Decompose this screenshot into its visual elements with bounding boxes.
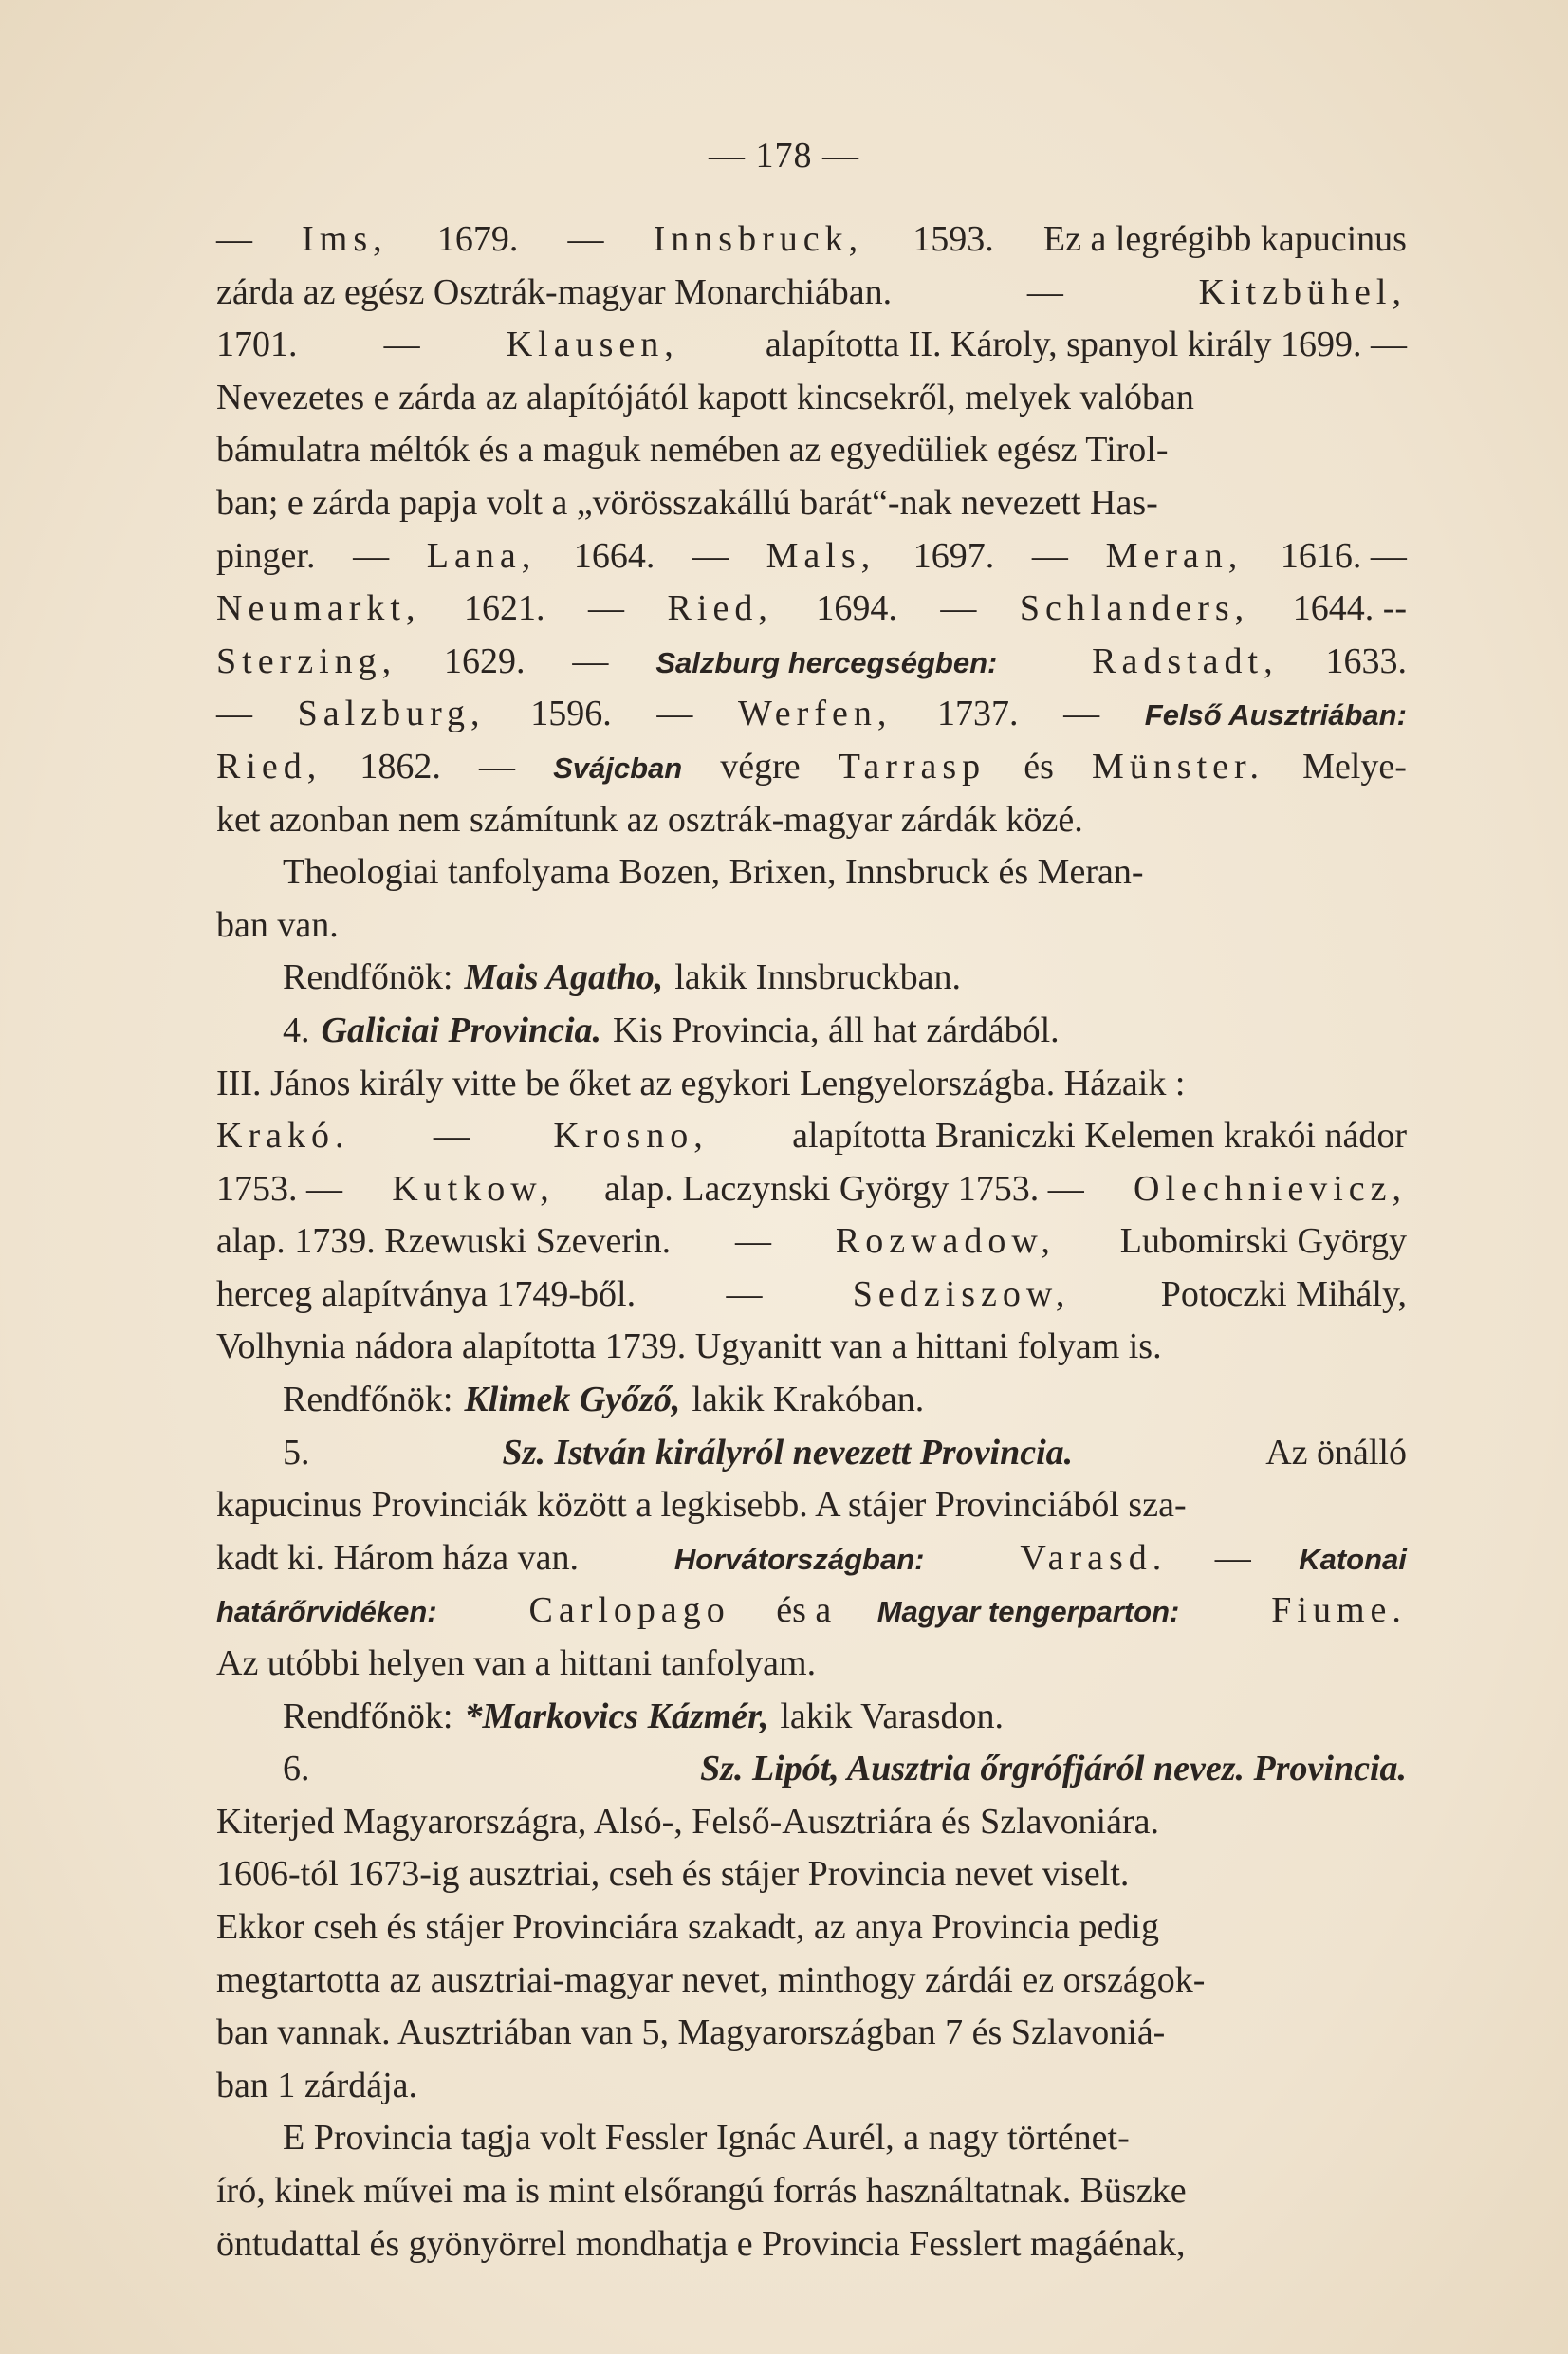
text-segment: lakik Krakóban. xyxy=(692,1380,925,1420)
bold-italic-heading: Galiciai Provincia. xyxy=(321,1010,602,1050)
text-segment: ban vannak. Ausztriában van 5, Magyarországban 7 és Szlavoniá- xyxy=(216,2012,1166,2053)
text-segment: 1596. xyxy=(530,694,612,734)
text-segment: 6. xyxy=(283,1749,310,1789)
text-segment: — xyxy=(383,324,420,365)
text-segment: Melye- xyxy=(1302,746,1407,787)
text-segment: 1694. xyxy=(816,588,897,629)
text-segment: kadt ki. Három háza van. xyxy=(216,1537,579,1578)
text-segment: — xyxy=(656,694,693,734)
page-number: — 178 — xyxy=(709,136,859,176)
text-line xyxy=(216,956,1407,1010)
text-segment: Rendfőnök: xyxy=(283,1380,453,1420)
text-segment: — xyxy=(734,1221,771,1262)
spaced-place-name: Kutkow, xyxy=(392,1168,555,1209)
spaced-place-name: Werfen, xyxy=(737,694,893,734)
text-segment: pinger. xyxy=(216,535,316,576)
text-segment: 1629. xyxy=(444,640,526,681)
spaced-place-name: Lana, xyxy=(426,535,537,576)
text-line xyxy=(216,640,1407,694)
text-segment: — xyxy=(1026,271,1063,312)
text-segment: lakik Varasdon. xyxy=(780,1696,1005,1736)
spaced-place-name: Sedziszow, xyxy=(852,1273,1071,1314)
text-line xyxy=(216,1273,1407,1326)
text-segment: alap. 1739. Rzewuski Szeverin. xyxy=(216,1221,672,1262)
spaced-place-name: Varasd. xyxy=(1020,1537,1168,1578)
text-segment: 1737. xyxy=(936,694,1019,734)
text-segment: Theologiai tanfolyama Bozen, Brixen, Innsbruck és Meran- xyxy=(283,852,1144,893)
text-line xyxy=(216,799,1407,852)
text-segment: — xyxy=(692,535,729,576)
text-line xyxy=(216,1748,1407,1801)
spaced-place-name: Fiume. xyxy=(1271,1590,1407,1631)
text-segment: megtartotta az ausztriai-magyar nevet, minthogy zárdái ez országok- xyxy=(216,1959,1206,2000)
text-segment: 1679. xyxy=(436,219,519,259)
text-segment: — xyxy=(572,640,609,681)
spaced-place-name: Salzburg, xyxy=(297,694,486,734)
spaced-place-name: Tarrasp xyxy=(838,746,987,787)
bold-italic-heading: *Markovics Kázmér, xyxy=(464,1696,769,1736)
text-segment: Nevezetes e zárda az alapítójától kapott kincsekről, melyek valóban xyxy=(216,377,1194,417)
text-line xyxy=(216,2170,1407,2223)
text-line xyxy=(216,1010,1407,1063)
text-segment: ban 1 zárdája. xyxy=(216,2065,418,2105)
text-segment: 1633. xyxy=(1325,640,1407,681)
text-segment: — xyxy=(1214,1537,1251,1578)
text-line xyxy=(216,904,1407,957)
text-segment: 1621. xyxy=(463,588,545,629)
text-segment: Ez a legrégibb kapucinus xyxy=(1042,219,1407,259)
text-segment: ket azonban nem számítunk az osztrák-magyar zárdák közé. xyxy=(216,799,1083,840)
text-line xyxy=(216,1379,1407,1432)
text-segment: — xyxy=(216,219,252,259)
text-segment: — xyxy=(216,694,252,734)
text-segment: Ekkor cseh és stájer Provinciára szakadt, az anya Provincia pedig xyxy=(216,1907,1159,1947)
text-segment: Kis Provincia, áll hat zárdából. xyxy=(613,1010,1060,1050)
text-segment: — xyxy=(1031,535,1068,576)
text-line xyxy=(216,1168,1407,1221)
italic-region-name: Felső Ausztriában: xyxy=(1144,698,1407,732)
spaced-place-name: Kitzbühel, xyxy=(1198,271,1407,312)
spaced-place-name: Innsbruck, xyxy=(653,219,864,259)
italic-region-name: határőrvidéken: xyxy=(216,1595,437,1629)
text-segment: — xyxy=(940,588,977,629)
text-segment: és xyxy=(1024,746,1054,787)
text-segment: 1697. xyxy=(913,535,995,576)
italic-region-name: Svájcban xyxy=(553,751,683,785)
spaced-place-name: Ried, xyxy=(216,746,323,787)
text-segment: 1701. xyxy=(216,324,298,365)
text-segment: és a xyxy=(776,1590,832,1631)
text-segment: Az utóbbi helyen van a hittani tanfolyam. xyxy=(216,1643,817,1684)
italic-region-name: Horvátországban: xyxy=(673,1542,925,1576)
spaced-place-name: Ried, xyxy=(667,588,773,629)
italic-region-name: Salzburg hercegségben: xyxy=(655,645,998,679)
text-segment: Volhynia nádora alapította 1739. Ugyanitt van a hittani folyam is. xyxy=(216,1326,1162,1367)
text-segment: 5. xyxy=(283,1432,310,1473)
text-segment: Lubomirski György xyxy=(1119,1221,1407,1262)
text-line xyxy=(216,746,1407,799)
text-line xyxy=(216,1220,1407,1273)
bold-italic-heading: Klimek Győző, xyxy=(464,1380,681,1420)
text-segment: 1606-tól 1673-ig ausztriai, cseh és stájer Provincia nevet viselt. xyxy=(216,1854,1130,1895)
spaced-place-name: Krakó. xyxy=(216,1116,350,1157)
spaced-place-name: Schlanders, xyxy=(1019,588,1250,629)
spaced-place-name: Krosno, xyxy=(553,1116,709,1157)
text-segment: — xyxy=(433,1116,470,1157)
spaced-place-name: Radstadt, xyxy=(1092,640,1279,681)
text-line xyxy=(216,1853,1407,1906)
spaced-place-name: Rozwadow, xyxy=(835,1221,1056,1262)
text-line xyxy=(216,1432,1407,1485)
text-line xyxy=(216,1537,1407,1590)
spaced-place-name: Mals, xyxy=(766,535,876,576)
italic-region-name: Katonai xyxy=(1299,1542,1407,1576)
text-line xyxy=(216,271,1407,324)
text-segment: 1664. xyxy=(573,535,655,576)
text-segment: zárda az egész Osztrák-magyar Monarchiában. xyxy=(216,271,893,312)
text-line xyxy=(216,429,1407,482)
text-segment: — xyxy=(588,588,625,629)
spaced-place-name: Olechnievicz, xyxy=(1134,1168,1407,1209)
text-segment: bámulatra méltók és a maguk nemében az egyedüliek egész Tirol- xyxy=(216,430,1169,471)
text-segment: 1753. — xyxy=(216,1168,342,1209)
text-line xyxy=(216,1906,1407,1959)
text-segment: 1616. — xyxy=(1280,535,1407,576)
spaced-place-name: Ims, xyxy=(302,219,388,259)
spaced-place-name: Meran, xyxy=(1105,535,1244,576)
text-segment: — xyxy=(1063,694,1100,734)
text-line xyxy=(216,218,1407,271)
text-segment: Rendfőnök: xyxy=(283,1696,453,1736)
text-line xyxy=(216,1484,1407,1537)
bold-italic-heading: Sz. Lipót, Ausztria őrgrófjáról nevez. Provincia. xyxy=(700,1749,1407,1789)
spaced-place-name: Münster. xyxy=(1092,746,1265,787)
text-segment: III. János király vitte be őket az egykori Lengyelországba. Házaik : xyxy=(216,1063,1186,1103)
text-segment: — xyxy=(478,746,515,787)
text-segment: — xyxy=(353,535,390,576)
spaced-place-name: Carlopago xyxy=(528,1590,730,1631)
bold-italic-heading: Sz. István királyról nevezett Provincia. xyxy=(502,1432,1074,1473)
text-line xyxy=(216,1589,1407,1642)
text-segment: alapította II. Károly, spanyol király 1699. — xyxy=(765,324,1407,365)
text-segment: végre xyxy=(720,746,801,787)
text-line xyxy=(216,1642,1407,1696)
text-segment: öntudattal és gyönyörrel mondhatja e Provincia Fesslert magáénak, xyxy=(216,2223,1186,2264)
text-line xyxy=(216,324,1407,377)
text-line xyxy=(216,587,1407,640)
bold-italic-heading: Mais Agatho, xyxy=(464,957,664,998)
text-segment: Rendfőnök: xyxy=(283,957,453,998)
text-segment: 1862. xyxy=(360,746,441,787)
text-segment: Kiterjed Magyarországra, Alsó-, Felső-Ausztriára és Szlavoniára. xyxy=(216,1801,1159,1842)
text-segment: herceg alapítványa 1749-ből. xyxy=(216,1273,636,1314)
text-segment: kapucinus Provinciák között a legkisebb. A stájer Provinciából sza- xyxy=(216,1485,1187,1526)
text-line xyxy=(216,2223,1407,2276)
text-line xyxy=(216,693,1407,746)
text-segment: lakik Innsbruckban. xyxy=(674,957,962,998)
text-segment: ban van. xyxy=(216,904,339,945)
text-segment: 1644. -- xyxy=(1292,588,1407,629)
text-segment: E Provincia tagja volt Fessler Ignác Aurél, a nagy történet- xyxy=(283,2118,1130,2159)
text-segment: — xyxy=(726,1273,763,1314)
spaced-place-name: Klausen, xyxy=(506,324,679,365)
italic-region-name: Magyar tengerparton: xyxy=(876,1595,1180,1629)
spaced-place-name: Neumarkt, xyxy=(216,588,421,629)
text-segment: író, kinek művei ma is mint elsőrangú forrás használtatnak. Büszke xyxy=(216,2170,1187,2211)
text-line xyxy=(216,1801,1407,1854)
text-segment: alap. Laczynski György 1753. — xyxy=(603,1168,1084,1209)
text-line xyxy=(216,851,1407,904)
text-segment: — xyxy=(567,219,604,259)
text-line xyxy=(216,2117,1407,2170)
text-segment: 1593. xyxy=(913,219,994,259)
text-segment: Potoczki Mihály, xyxy=(1160,1273,1407,1314)
text-line xyxy=(216,377,1407,430)
text-segment: Az önálló xyxy=(1265,1432,1407,1473)
body-text xyxy=(216,218,1407,2275)
text-segment: alapította Braniczki Kelemen krakói nádor xyxy=(792,1116,1407,1157)
text-line xyxy=(216,1696,1407,1749)
text-line xyxy=(216,2065,1407,2118)
text-segment: 4. xyxy=(283,1010,310,1050)
text-line xyxy=(216,535,1407,588)
text-line xyxy=(216,1959,1407,2012)
text-line xyxy=(216,1325,1407,1379)
text-segment: ban; e zárda papja volt a „vörösszakállú barát“-nak nevezett Has- xyxy=(216,482,1158,523)
spaced-place-name: Sterzing, xyxy=(216,640,397,681)
text-line xyxy=(216,1115,1407,1168)
text-line xyxy=(216,1063,1407,1116)
text-line xyxy=(216,2011,1407,2065)
text-line xyxy=(216,482,1407,535)
